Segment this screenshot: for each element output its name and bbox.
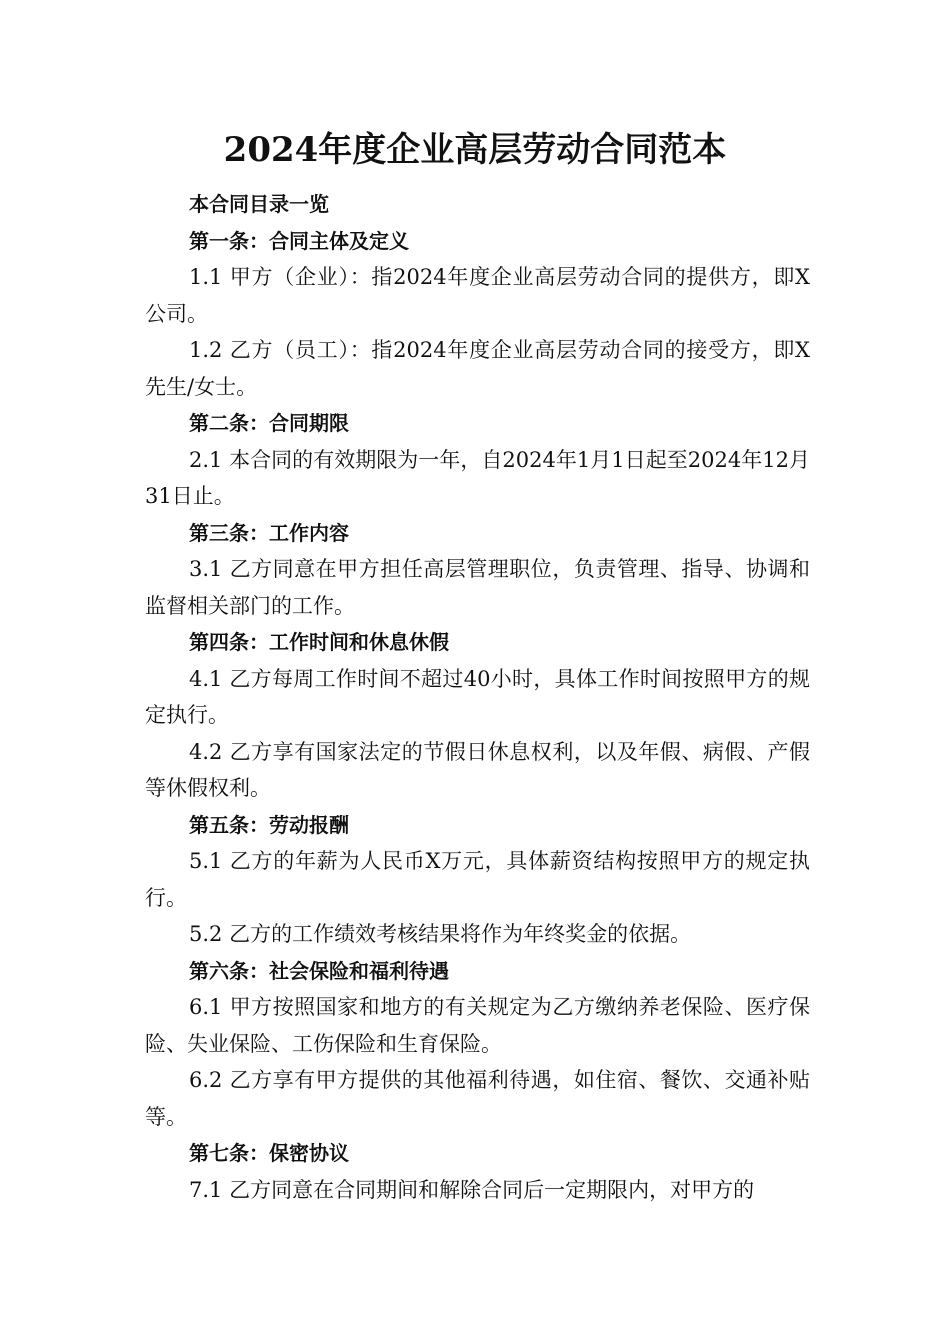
clause-paragraph: 1.1 甲方（企业）：指2024年度企业高层劳动合同的提供方，即X公司。 xyxy=(145,265,810,326)
clause-paragraph: 7.1 乙方同意在合同期间和解除合同后一定期限内，对甲方的 xyxy=(189,1177,755,1202)
clause-paragraph: 4.1 乙方每周工作时间不超过40小时，具体工作时间按照甲方的规定执行。 xyxy=(145,666,810,727)
section-heading: 第四条：工作时间和休息休假 xyxy=(189,630,449,654)
clause-paragraph: 5.2 乙方的工作绩效考核结果将作为年终奖金的依据。 xyxy=(189,922,692,946)
section-heading: 第一条：合同主体及定义 xyxy=(189,228,409,253)
document-body xyxy=(145,186,810,1208)
clause-paragraph: 3.1 乙方同意在甲方担任高层管理职位，负责管理、指导、协调和监督相关部门的工作。 xyxy=(145,557,810,618)
section-heading: 第七条：保密协议 xyxy=(189,1141,349,1165)
section-heading: 第五条：劳动报酬 xyxy=(189,812,349,837)
clause-paragraph: 6.1 甲方按照国家和地方的有关规定为乙方缴纳养老保险、医疗保险、失业保险、工伤保险和生育保险。 xyxy=(145,995,810,1056)
section-heading: 第三条：工作内容 xyxy=(189,520,349,545)
clause-paragraph: 5.1 乙方的年薪为人民币X万元，具体薪资结构按照甲方的规定执行。 xyxy=(145,849,810,910)
clause-paragraph: 2.1 本合同的有效期限为一年，自2024年1月1日起至2024年12月31日止。 xyxy=(145,447,810,508)
section-heading: 第六条：社会保险和福利待遇 xyxy=(189,958,449,983)
document-title: 2024年度企业高层劳动合同范本 xyxy=(223,130,727,170)
section-heading: 第二条：合同期限 xyxy=(189,411,349,435)
clause-paragraph: 6.2 乙方享有甲方提供的其他福利待遇，如住宿、餐饮、交通补贴等。 xyxy=(145,1068,810,1129)
toc-heading: 本合同目录一览 xyxy=(189,192,329,216)
clause-paragraph: 4.2 乙方享有国家法定的节假日休息权利，以及年假、病假、产假等休假权利。 xyxy=(145,739,810,800)
clause-paragraph: 1.2 乙方（员工）：指2024年度企业高层劳动合同的接受方，即X先生/女士。 xyxy=(145,338,810,399)
